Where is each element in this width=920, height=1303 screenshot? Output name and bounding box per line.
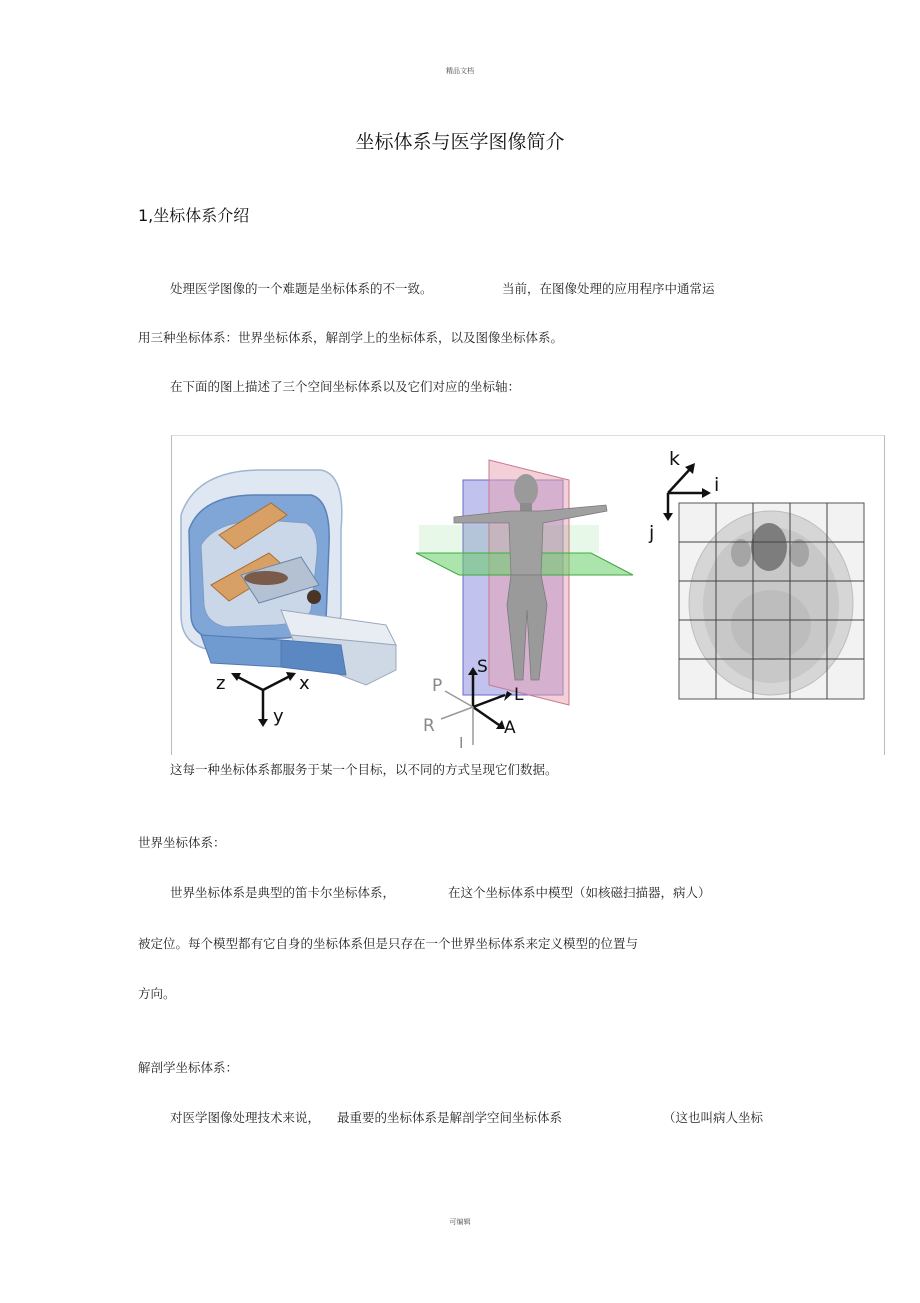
figure-frame: [171, 435, 885, 755]
intro-paragraph-1-line2: 用三种坐标体系：世界坐标体系，解剖学上的坐标体系，以及图像坐标体系。: [138, 330, 564, 345]
axis-label-p: P: [432, 676, 443, 696]
world-paragraph-line3: 方向。: [138, 986, 176, 1001]
page-footer: 可编辑: [449, 1218, 471, 1226]
anatomy-coordinate-heading: 解剖学坐标体系：: [138, 1060, 239, 1075]
anatomy-paragraph-part1: 对医学图像处理技术来说，: [170, 1110, 321, 1125]
axis-label-l: L: [514, 685, 524, 705]
anatomy-paragraph-part2: 最重要的坐标体系是解剖学空间坐标体系: [337, 1110, 563, 1125]
intro-paragraph-2: 在下面的图上描述了三个空间坐标体系以及它们对应的坐标轴：: [170, 379, 521, 394]
axis-label-i: I: [459, 734, 464, 752]
axis-label-s: S: [477, 657, 488, 677]
axis-label-r: R: [423, 716, 435, 736]
intro-paragraph-1-start: 处理医学图像的一个难题是坐标体系的不一致。: [170, 281, 433, 296]
axis-label-y: y: [273, 706, 284, 727]
intro-paragraph-1-cont: 当前，在图像处理的应用程序中通常运: [502, 281, 715, 296]
world-paragraph-line1-cont: 在这个坐标体系中模型（如核磁扫描器，病人）: [448, 885, 711, 900]
anatomy-paragraph-part3: （这也叫病人坐标: [663, 1110, 764, 1125]
axis-label-j: j: [649, 522, 655, 544]
world-paragraph-line2: 被定位。每个模型都有它自身的坐标体系但是只存在一个世界坐标体系来定义模型的位置与: [138, 936, 639, 951]
axis-label-a: A: [504, 718, 516, 738]
world-paragraph-line1-start: 世界坐标体系是典型的笛卡尔坐标体系，: [170, 885, 396, 900]
axis-label-k: k: [669, 448, 681, 470]
axis-label-z: z: [216, 673, 226, 694]
figure-caption: 这每一种坐标体系都服务于某一个目标，以不同的方式呈现它们数据。: [170, 762, 558, 777]
document-title: 坐标体系与医学图像简介: [355, 131, 565, 153]
section-heading: 1,坐标体系介绍: [138, 206, 250, 225]
axis-label-x: x: [299, 673, 310, 694]
page-header: 精品文档: [446, 67, 474, 75]
coordinate-systems-figure: [171, 435, 884, 755]
world-coordinate-heading: 世界坐标体系：: [138, 835, 226, 850]
axis-label-i-image: i: [714, 474, 720, 496]
